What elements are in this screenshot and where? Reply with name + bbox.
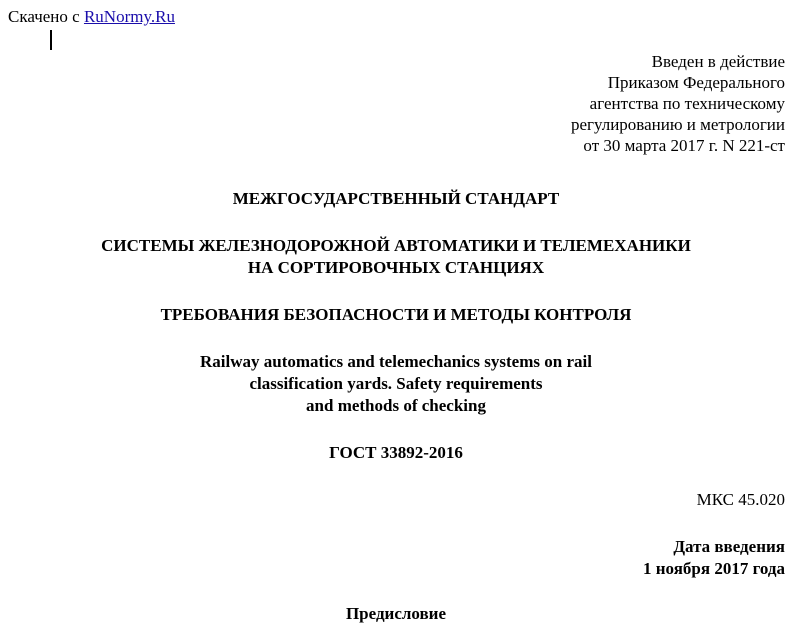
approval-line: Введен в действие — [651, 52, 785, 71]
mks-code — [697, 489, 785, 510]
english-title-line: Railway automatics and telemechanics systems on rail — [200, 352, 592, 371]
title-line: СИСТЕМЫ ЖЕЛЕЗНОДОРОЖНОЙ АВТОМАТИКИ И ТЕЛЕМЕХАНИКИ — [101, 236, 691, 255]
gost-number-text: ГОСТ 33892-2016 — [329, 443, 463, 462]
subtitle-text: ТРЕБОВАНИЯ БЕЗОПАСНОСТИ И МЕТОДЫ КОНТРОЛЯ — [160, 305, 632, 324]
runormy-link[interactable]: RuNormy.Ru — [83, 7, 175, 26]
approval-line: Приказом Федерального — [607, 73, 785, 92]
gost-number — [0, 442, 792, 464]
approval-block — [571, 51, 785, 156]
preface-heading — [0, 603, 792, 625]
source-prefix: Скачено с — [8, 7, 84, 26]
approval-line: от 30 марта 2017 г. N 221-ст — [583, 136, 785, 155]
approval-line: агентства по техническому — [589, 94, 785, 113]
text-cursor — [50, 30, 52, 50]
standard-type-heading — [0, 188, 792, 210]
approval-line: регулированию и метрологии — [570, 115, 785, 134]
preface-heading-text: Предисловие — [345, 604, 447, 623]
document-subtitle — [0, 304, 792, 326]
english-title — [0, 351, 792, 417]
english-title-line: classification yards. Safety requirements — [249, 374, 543, 393]
intro-date-label: Дата введения — [673, 537, 785, 556]
mks-code-text: МКС 45.020 — [696, 490, 785, 509]
standard-type-text: МЕЖГОСУДАРСТВЕННЫЙ СТАНДАРТ — [232, 189, 560, 208]
intro-date-block — [643, 536, 785, 580]
source-line — [8, 6, 175, 27]
intro-date-value: 1 ноября 2017 года — [643, 559, 785, 578]
title-line: НА СОРТИРОВОЧНЫХ СТАНЦИЯХ — [247, 258, 545, 277]
document-title — [0, 235, 792, 279]
english-title-line: and methods of checking — [306, 396, 486, 415]
